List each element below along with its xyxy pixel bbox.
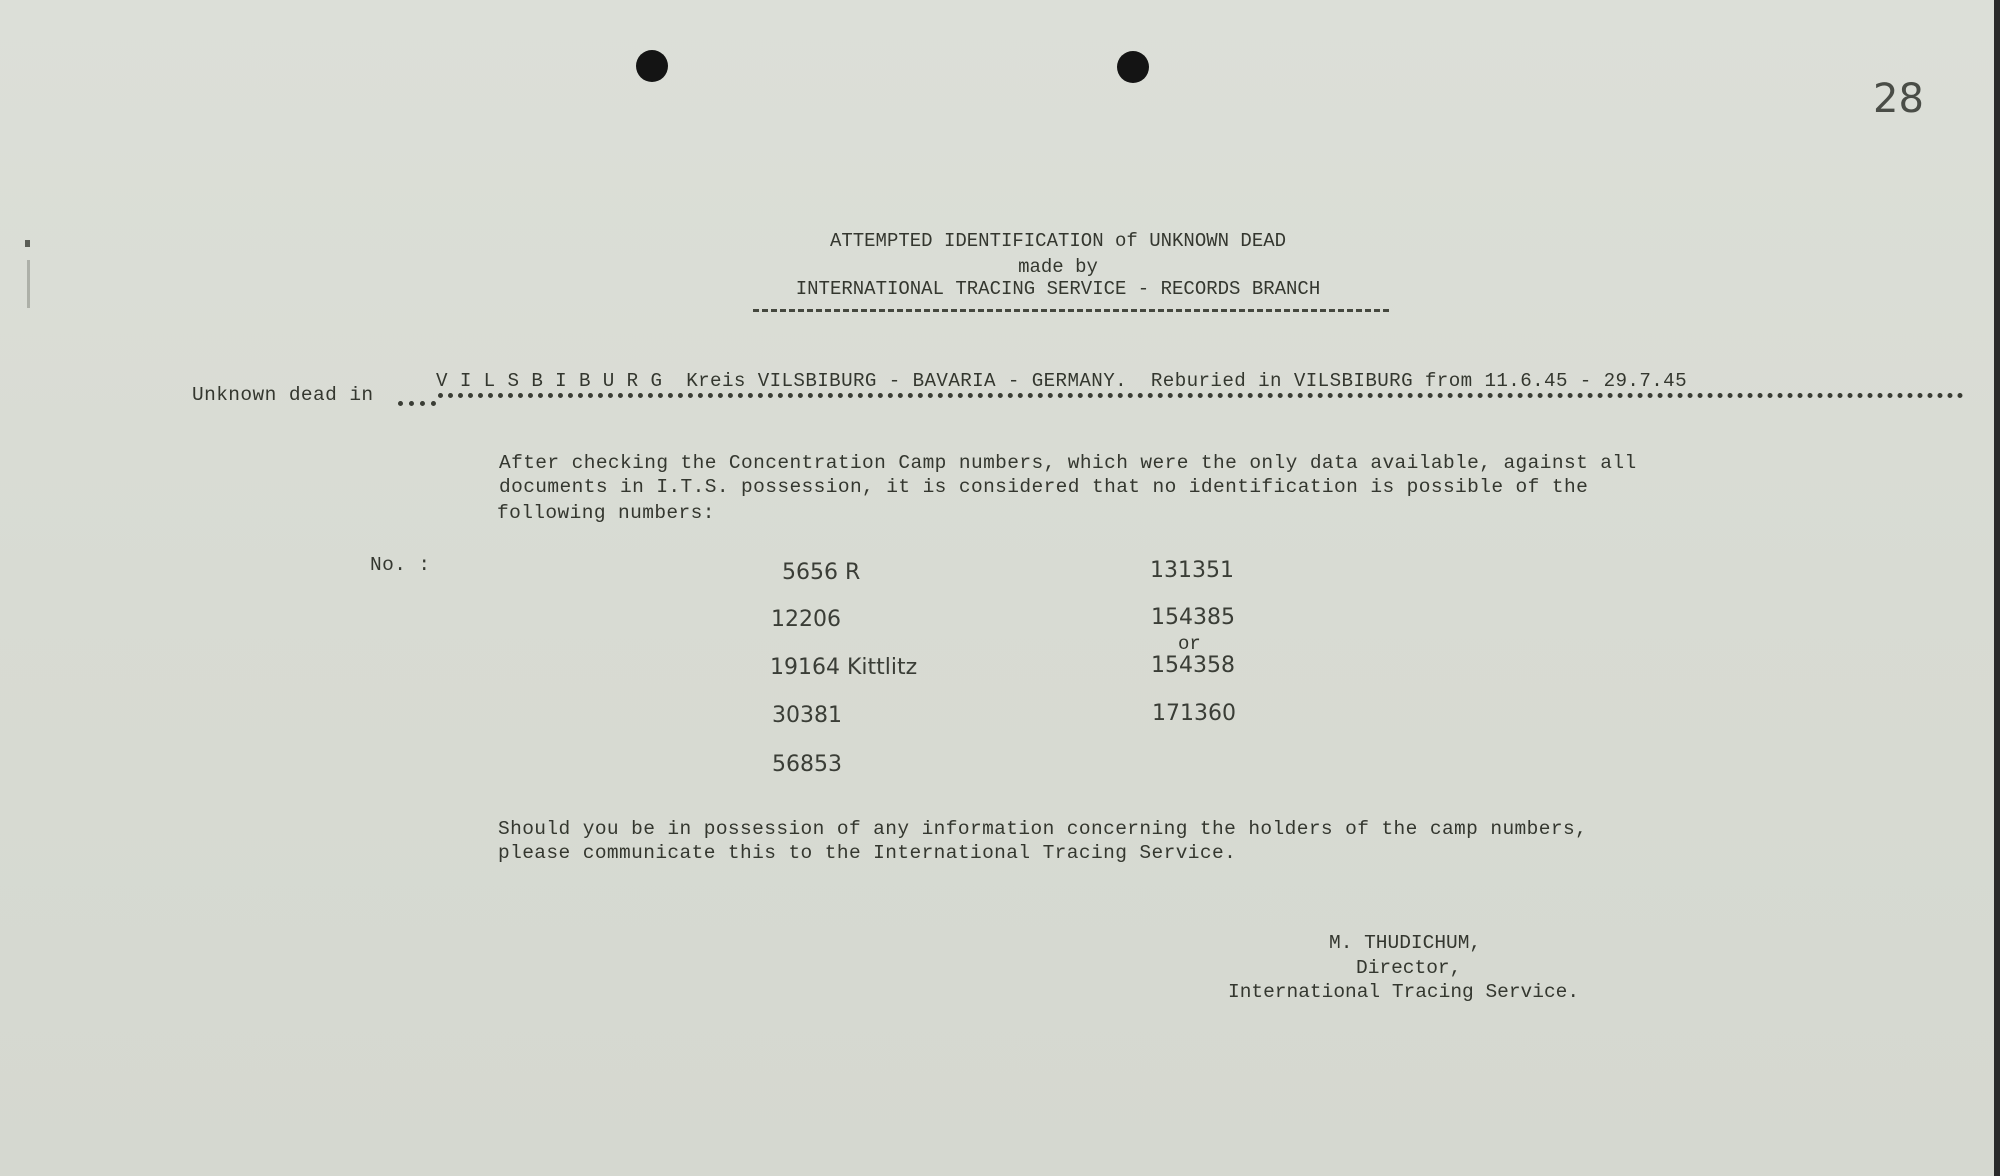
edge-mark [27,260,30,308]
camp-number: 154385 [1151,605,1235,630]
title-line-3: INTERNATIONAL TRACING SERVICE - RECORDS BRANCH [795,278,1321,300]
closing-line-2: please communicate this to the International Tracing Service. [498,842,1237,864]
title-line-1: ATTEMPTED IDENTIFICATION of UNKNOWN DEAD [829,230,1287,252]
edge-mark [25,240,30,247]
dotted-leader [438,393,1964,398]
camp-number: 30381 [772,703,842,728]
title-underline [753,309,1389,312]
location-label: Unknown dead in [192,384,374,406]
intro-line-3: following numbers: [497,502,715,524]
closing-line-1: Should you be in possession of any information concerning the holders of the camp numbers, [498,818,1588,840]
punch-hole-right [1117,51,1149,83]
intro-line-2: documents in I.T.S. possession, it is considered that no identification is possible of the [499,476,1589,498]
camp-number: 12206 [771,607,841,632]
numbers-label: No. : [370,554,431,576]
location-value: V I L S B I B U R G Kreis VILSBIBURG - BAVARIA - GERMANY. Reburied in VILSBIBURG from 11.6.45 - 29.7.45 [436,370,1688,392]
signatory-title: Director, [1356,957,1462,979]
signatory-organization: International Tracing Service. [1228,981,1580,1003]
camp-number: 131351 [1150,558,1234,583]
title-line-2: made by [1018,256,1098,278]
camp-number: 56853 [772,752,842,777]
camp-number: 154358 [1151,653,1235,678]
camp-number: 5656 R [782,560,861,585]
dotted-leader [398,401,436,406]
camp-number: 171360 [1152,701,1236,726]
camp-number: 19164 Kittlitz [770,655,918,680]
page-number: 28 [1873,76,1924,122]
punch-hole-left [636,50,668,82]
intro-line-1: After checking the Concentration Camp numbers, which were the only data available, against all [499,452,1637,474]
page-edge [1994,0,2000,1176]
alternative-marker: or [1178,633,1201,655]
signatory-name: M. THUDICHUM, [1329,932,1482,954]
